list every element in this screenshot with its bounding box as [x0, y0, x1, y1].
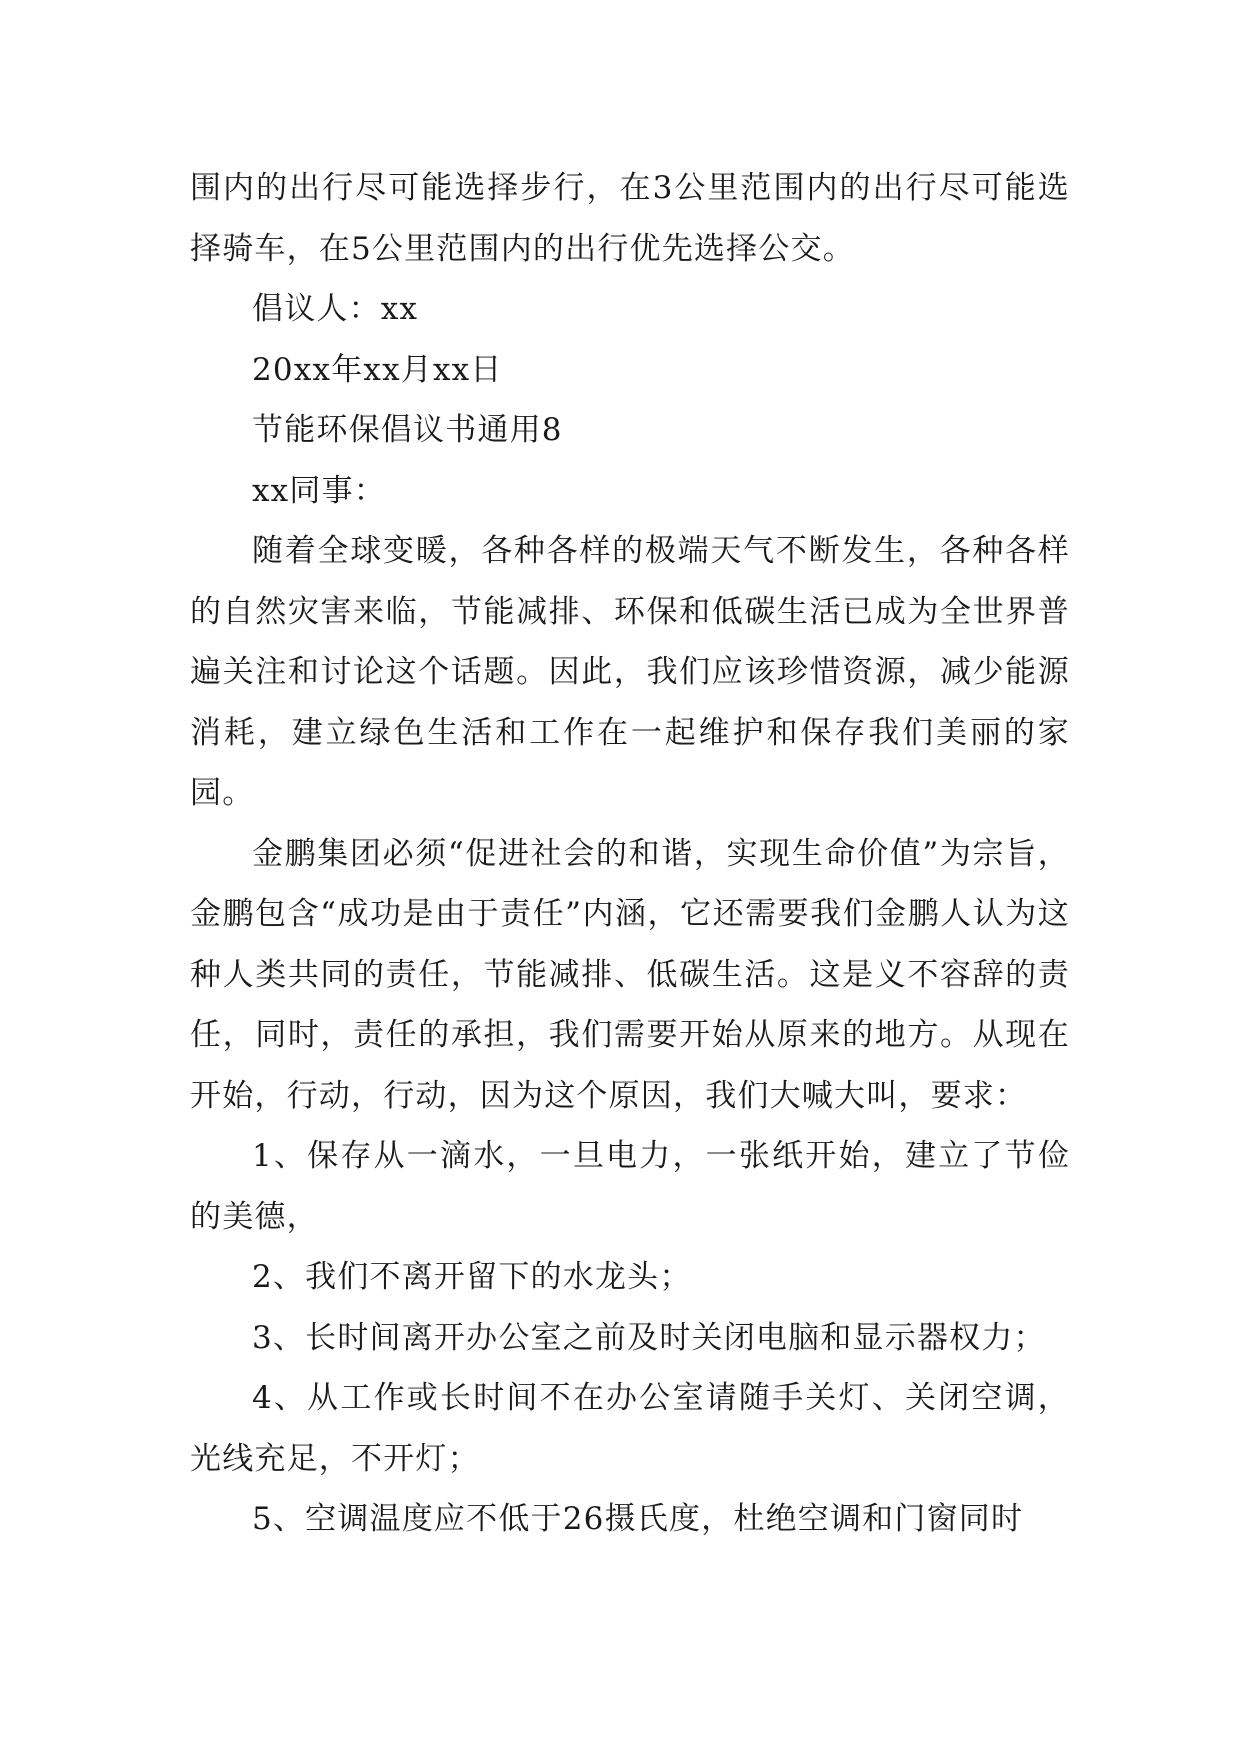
section-title: 节能环保倡议书通用8: [252, 412, 563, 448]
document-body: [190, 158, 1070, 1550]
paragraph-2: 随着全球变暖，各种各样的极端天气不断发生，各种各样的自然灾害来临，节能减排、环保和低碳生活已成为全世界普遍关注和讨论这个话题。因此，我们应该珍惜资源，减少能源消耗，建立绿色生活和工作在一起维护和保存我们美丽的家园。: [190, 533, 1070, 811]
list-item-2: 2、我们不离开留下的水龙头；: [252, 1259, 692, 1295]
list-item-5: 5、空调温度应不低于26摄氏度，杜绝空调和门窗同时: [252, 1501, 1024, 1537]
signer-line: 倡议人：xx: [252, 291, 419, 327]
paragraph-3: 金鹏集团必须“促进社会的和谐，实现生命价值”为宗旨，金鹏包含“成功是由于责任”内涵，它还需要我们金鹏人认为这种人类共同的责任，节能减排、低碳生活。这是义不容辞的责任，同时，责任的承担，我们需要开始从原来的地方。从现在开始，行动，行动，因为这个原因，我们大喊大叫，要求：: [190, 835, 1070, 1114]
date-line: 20xx年xx月xx日: [252, 351, 503, 388]
paragraph-1: 围内的出行尽可能选择步行，在3公里范围内的出行尽可能选择骑车，在5公里范围内的出行优先选择公交。: [190, 170, 1070, 267]
list-item-4: 4、从工作或长时间不在办公室请随手关灯、关闭空调，光线充足，不开灯；: [190, 1380, 1070, 1477]
list-item-1: 1、保存从一滴水，一旦电力，一张纸开始，建立了节俭的美德，: [190, 1138, 1070, 1235]
list-item-3: 3、长时间离开办公室之前及时关闭电脑和显示器权力；: [252, 1319, 1046, 1356]
salutation: xx同事：: [252, 472, 386, 509]
